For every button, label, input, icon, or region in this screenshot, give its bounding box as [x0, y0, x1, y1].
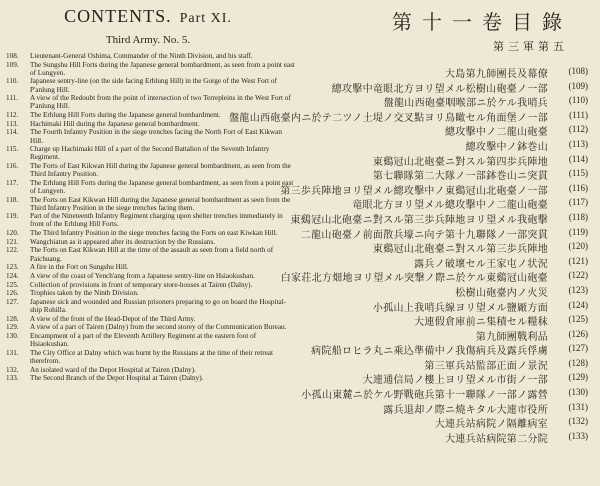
japanese-entry-text: 大連兵站病院第二分院: [445, 433, 548, 445]
entry-text: An isolated ward of the Depot Hospital at Tairen (Dalny).: [30, 365, 196, 374]
japanese-entry-number: (126): [568, 328, 588, 339]
entry-text: A view of the Redoubt from the point of intersection of two Terrepleins in the West Fort of P'anlung Hill.: [30, 94, 291, 111]
contents-heading: CONTENTS.: [64, 6, 172, 26]
japanese-entry-number: (116): [568, 182, 588, 193]
entry-text: The Erhlung Hill Forts during the Japanese general bombardment, as seen from a point east of Lungyen.: [30, 178, 294, 195]
entry-text: The Sungshu Hill Forts during the Japanese general bombardment, as seen from a point east of Lungyen.: [30, 60, 295, 77]
contents-entry: [6, 145, 296, 161]
japanese-entry-number: (121): [568, 255, 588, 266]
entry-text: Hachimaki Hill during the Japanese general bombardment.: [30, 119, 200, 128]
entry-number: 112.: [6, 111, 19, 120]
entry-number: 123.: [6, 263, 19, 272]
entry-number: 116.: [6, 161, 19, 170]
entry-number: 125.: [6, 280, 19, 289]
contents-entry: [6, 246, 296, 262]
japanese-entry-text: 病院船ロヒラ丸ニ乘込準備中ノ我傷病兵及露兵俘虜: [311, 346, 548, 358]
entry-number: 133.: [6, 374, 19, 383]
entry-text: The City Office at Dalny which was burnt by the Russians at the time of their retreat therefrom.: [30, 348, 273, 366]
japanese-entry: [280, 181, 600, 197]
japanese-entry: [300, 385, 600, 400]
japanese-entry-number: (118): [568, 211, 588, 222]
japanese-entry-number: (117): [568, 197, 588, 208]
contents-entry: [6, 272, 296, 280]
japanese-entry-number: (109): [568, 80, 588, 91]
contents-title: [0, 6, 296, 27]
entry-text: A view of the coast of Yench'ang from a Japanese sentry-line on Hsiaokushan.: [30, 271, 255, 280]
entry-number: 131.: [6, 348, 19, 357]
japanese-entry-text: 第三軍兵站監部正面ノ景況: [424, 360, 548, 372]
japanese-entry: [300, 239, 600, 254]
japanese-entry: [300, 327, 600, 342]
entry-text: Encampment of a part of the Eleventh Artillery Regiment at the eastern foot of Hsiaokushan.: [30, 332, 257, 349]
japanese-entry: [300, 152, 600, 167]
entry-text: The Second Branch of the Depot Hospital at Tairen (Dalny).: [30, 374, 204, 383]
japanese-entry-text: 白家荘北方畑地ヨリ望メル突撃ノ際ニ於ケル東鷄冠山砲臺: [280, 273, 548, 285]
japanese-entry: [300, 414, 600, 429]
japanese-entry: [300, 79, 600, 94]
entry-number: 115.: [6, 145, 19, 154]
japanese-entry-text: 東鷄冠山北砲臺ニ對スル第三歩兵陣地ヨリ望メル我砲擊: [290, 214, 548, 226]
contents-entry: [6, 52, 296, 60]
japanese-entry-text: 總攻擊中ノ鉢巻山: [465, 141, 548, 153]
japanese-entry-number: (110): [568, 95, 588, 106]
japanese-entry-text: 第七聯隊第二大隊ノ一部鉢巻山ニ突貫: [372, 171, 548, 183]
japanese-entry-text: 第九師團戰利品: [475, 331, 548, 343]
japanese-entry-number: (125): [568, 314, 588, 325]
japanese-entry-text: 大連兵站病院ノ隔離病室: [434, 419, 548, 431]
japanese-entry-text: 松樹山砲臺内ノ火災: [455, 287, 548, 299]
japanese-entry-text: 盤龍山西砲臺内ニ於テ二ツノ土堤ノ交叉點ヨリ鳥瞰セル角面堡ノ一部: [229, 112, 548, 124]
entry-number: 119.: [6, 212, 19, 221]
japanese-entry-text: 總攻擊中ノ二龍山砲臺: [445, 127, 548, 139]
japanese-entry: [290, 210, 600, 226]
entry-text: Charge up Hachimaki Hill of a part of the Second Battalion of the Seventh Infantry Regiment.: [30, 145, 270, 162]
japanese-entry-number: (128): [568, 357, 588, 368]
english-entry-list: [6, 52, 296, 383]
japanese-entry-number: (124): [568, 299, 588, 310]
entry-text: The Forts on East Kikwan Hill at the time of the assault as seen from a field north of Paichuang.: [30, 246, 274, 263]
entry-number: 129.: [6, 323, 19, 332]
contents-entry: [6, 349, 296, 365]
japanese-entry-text: 小孤山東麓ニ於ケル野戰砲兵第十一聯隊ノ一部ノ露營: [301, 390, 548, 402]
japanese-entry-text: 總攻擊中竜眼北方ヨリ望メル松樹山砲臺ノ一部: [331, 83, 548, 95]
entry-number: 110.: [6, 77, 19, 86]
japanese-entry-text: 盤龍山西砲臺咽喉部ニ於ケル我哨兵: [383, 98, 548, 110]
japanese-entry-text: 東鷄冠山北砲臺ニ對スル第三歩兵陣地: [372, 244, 548, 256]
japanese-entry: [300, 254, 600, 269]
japanese-entry-number: (123): [568, 284, 588, 295]
entry-text: A view of the front of the Head-Depot of the Third Army.: [30, 314, 196, 323]
japanese-entry-text: 二龍山砲臺ノ前面散兵壕ニ向テ第十九聯隊ノ一部突貫: [300, 229, 548, 241]
contents-entry: [6, 374, 296, 382]
japanese-entry-text: 第三歩兵陣地ヨリ望メル總攻擊中ノ東鷄冠山北砲臺ノ一部: [280, 185, 548, 197]
entry-text: Collection of provisions in front of temporary store-houses at Tairen (Dalny).: [30, 280, 253, 289]
contents-entry: [6, 315, 296, 323]
entry-text: Japanese sentry-line (on the side facing Erhlung Hill) in the Gorge of the West Fort of P'anlung Hill.: [30, 77, 277, 94]
entry-number: 111.: [6, 94, 19, 103]
entry-number: 132.: [6, 365, 19, 374]
contents-entry: [6, 77, 296, 93]
entry-number: 124.: [6, 271, 19, 280]
japanese-entry-number: (111): [569, 109, 588, 120]
japanese-entry-number: (113): [568, 138, 588, 149]
japanese-entry: [300, 122, 600, 137]
japanese-entry-text: 竜眼北方ヨリ望メル總攻擊中ノ二龍山砲臺: [352, 200, 548, 212]
japanese-entry-number: (132): [568, 416, 588, 427]
entry-text: Trophies taken by the Ninth Division.: [30, 289, 139, 298]
japanese-entry-text: 大島第九師團長及幕僚: [445, 69, 548, 80]
entry-number: 114.: [6, 128, 19, 137]
contents-entry: [6, 162, 296, 178]
entry-number: 109.: [6, 60, 19, 69]
japanese-entry: [300, 137, 600, 152]
entry-number: 128.: [6, 314, 19, 323]
entry-text: Wangchiatun as it appeared after its destruction by the Russians.: [30, 237, 216, 246]
entry-text: Japanese sick and wounded and Russian prisoners preparing to go on board the Hospital-ship Rohilla.: [30, 298, 287, 315]
japanese-entry-number: (133): [568, 430, 588, 441]
entry-number: 108.: [6, 52, 19, 60]
japanese-entry-text: 大連假倉庫前ニ集積セル糧秣: [414, 317, 548, 329]
japanese-subtitle: 第三軍第五: [493, 40, 568, 53]
japanese-entry: [280, 268, 600, 285]
japanese-entry-number: (119): [568, 226, 588, 237]
contents-entry: [6, 298, 296, 314]
contents-entry: [6, 366, 296, 374]
japanese-entry: [300, 356, 600, 371]
entry-text: The Third Infantry Position in the siege trenches facing the Forts on east Kiwkan Hill.: [30, 229, 278, 238]
japanese-entry-number: (114): [568, 153, 588, 164]
contents-entry: [6, 196, 296, 212]
entry-number: 117.: [6, 178, 19, 187]
entry-number: 127.: [6, 298, 19, 306]
entry-text: The Forts of East Kikwan Hill during the Japanese general bombardment, as seen from the Third Infantry Position.: [30, 161, 291, 179]
japanese-entry-text: 東鷄冠山北砲臺ニ對スル第四歩兵陣地: [372, 156, 548, 168]
japanese-entry-number: (129): [568, 372, 588, 383]
contents-entry: [6, 212, 296, 228]
japanese-entry: [300, 93, 600, 108]
contents-entry: [6, 179, 296, 195]
contents-entry: [6, 289, 296, 297]
contents-entry: [6, 229, 296, 237]
japanese-entry: [300, 429, 600, 444]
japanese-entry: [300, 312, 600, 327]
contents-entry: [6, 238, 296, 246]
japanese-entry-number: (115): [568, 168, 588, 179]
part-label: Part XI.: [179, 11, 232, 26]
japanese-entry: [229, 108, 600, 124]
entry-text: A view of a part of Tairen (Dalny) from the second storey of the Communication Bureau.: [30, 323, 287, 332]
entry-text: The Fourth Infantry Position in the siege trenches facing the North Fort of East Kikwan Hill.: [30, 128, 282, 145]
entry-number: 120.: [6, 229, 19, 238]
japanese-entry: [300, 225, 600, 240]
entry-text: Part of the Nineteenth Infantry Regiment charging upon shelter trenches immediately in front of the Erhlung Hill Forts.: [30, 212, 283, 229]
entry-text: A fire in the Fort on Sungshu Hill.: [30, 263, 129, 272]
contents-entry: [6, 281, 296, 289]
japanese-entry-number: (131): [568, 401, 588, 412]
japanese-title: 第十一卷目錄: [392, 10, 572, 34]
japanese-entry: [300, 341, 600, 356]
entry-number: 122.: [6, 246, 19, 255]
japanese-entry-text: 大連通信局ノ樓上ヨリ望メル市街ノ一部: [362, 375, 548, 387]
contents-entry: [6, 332, 296, 348]
english-column: [0, 0, 296, 486]
japanese-entry-number: (130): [568, 387, 588, 398]
japanese-entry-text: 露兵ノ破壞セル王家屯ノ状況: [414, 258, 548, 270]
japanese-entry-text: 小孤山上我哨兵線ヨリ望メル鹽厰方面: [372, 302, 548, 314]
contents-entry: [6, 61, 296, 77]
contents-entry: [6, 128, 296, 144]
contents-entry: [6, 323, 296, 331]
japanese-entry: [300, 298, 600, 313]
entry-text: Lieutenant-General Oshima, Commander of the Ninth Division, and his staff.: [30, 52, 253, 60]
japanese-entry-list: [229, 64, 600, 445]
japanese-entry-number: (122): [568, 270, 588, 281]
japanese-entry: [300, 370, 600, 385]
entry-number: 121.: [6, 237, 19, 246]
japanese-entry-number: (127): [568, 343, 588, 354]
japanese-entry: [300, 166, 600, 181]
army-subtitle: Third Army. No. 5.: [105, 34, 191, 46]
japanese-entry: [300, 400, 600, 415]
entry-number: 113.: [6, 119, 19, 128]
entry-number: 118.: [6, 195, 19, 204]
entry-number: 130.: [6, 332, 19, 341]
japanese-entry: [300, 283, 600, 298]
entry-text: The Erhlung Hill Forts during the Japanese general bombardment.: [30, 111, 221, 120]
entry-number: 126.: [6, 289, 19, 298]
entry-text: The Forts on East Kikwan Hill during the Japanese general bombardment as seen from the Third Infantry Position in the siege trenches facing them.: [30, 195, 291, 212]
japanese-entry-number: (108): [568, 66, 588, 76]
japanese-entry-number: (112): [568, 124, 588, 135]
contents-entry: [6, 263, 296, 271]
japanese-entry-number: (120): [568, 241, 588, 252]
japanese-entry: [300, 64, 600, 79]
japanese-column: [229, 0, 600, 486]
japanese-entry-text: 露兵退却ノ際ニ燒キタル大連市役所: [383, 404, 548, 416]
japanese-entry: [300, 195, 600, 210]
